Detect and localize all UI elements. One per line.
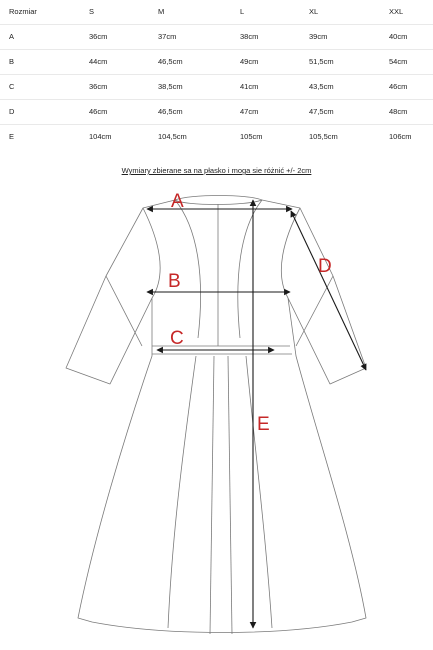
skirt-pleat-right	[246, 356, 272, 628]
header-cell: Rozmiar	[9, 7, 37, 16]
row-label: E	[9, 132, 15, 141]
header-cell: S	[89, 7, 95, 16]
table-row	[0, 50, 433, 75]
table-cell: 48cm	[389, 107, 408, 116]
measurement-label-c: C	[170, 328, 184, 349]
table-cell: 47,5cm	[309, 107, 334, 116]
seam-right-armhole	[281, 208, 300, 298]
table-cell: 38cm	[240, 32, 259, 41]
table-row	[0, 100, 433, 125]
measurement-label-d: D	[318, 256, 332, 277]
table-cell: 36cm	[89, 82, 108, 91]
table-cell: 105cm	[240, 132, 263, 141]
sleeve-crease-left	[106, 276, 142, 346]
skirt-pleat-center-right	[228, 356, 232, 634]
table-cell: 47cm	[240, 107, 259, 116]
sleeve-crease-right	[296, 276, 333, 346]
row-label: B	[9, 57, 15, 66]
size-chart-header-row	[0, 0, 433, 25]
row-label: C	[9, 82, 15, 91]
table-cell: 36cm	[89, 32, 108, 41]
header-cell: M	[158, 7, 165, 16]
dress-measurement-diagram	[0, 178, 433, 650]
table-cell: 37cm	[158, 32, 177, 41]
table-cell: 38,5cm	[158, 82, 183, 91]
table-row	[0, 25, 433, 50]
neckline-back	[175, 196, 262, 201]
table-cell: 106cm	[389, 132, 412, 141]
table-row	[0, 75, 433, 100]
measurement-label-b: B	[168, 271, 181, 292]
seam-left-front	[175, 200, 201, 338]
table-cell: 46cm	[89, 107, 108, 116]
table-cell: 54cm	[389, 57, 408, 66]
seam-right-front	[238, 200, 262, 338]
table-cell: 104cm	[89, 132, 112, 141]
table-cell: 105,5cm	[309, 132, 338, 141]
row-label: A	[9, 32, 15, 41]
measurement-label-e: E	[257, 414, 270, 435]
header-cell: L	[240, 7, 245, 16]
table-cell: 46,5cm	[158, 57, 183, 66]
row-label: D	[9, 107, 15, 116]
header-cell: XL	[309, 7, 319, 16]
table-cell: 49cm	[240, 57, 259, 66]
measurement-note: Wymiary zbierane sa na płasko i moga sie różnić +/- 2cm	[121, 166, 312, 175]
table-cell: 39cm	[309, 32, 328, 41]
table-cell: 46cm	[389, 82, 408, 91]
size-chart-table	[0, 0, 433, 149]
table-cell: 44cm	[89, 57, 108, 66]
skirt-pleat-left	[168, 356, 196, 628]
skirt-pleat-center-left	[210, 356, 214, 634]
table-cell: 41cm	[240, 82, 259, 91]
table-cell: 51,5cm	[309, 57, 334, 66]
header-cell: XXL	[389, 7, 404, 16]
table-cell: 104,5cm	[158, 132, 187, 141]
table-cell: 46,5cm	[158, 107, 183, 116]
table-row	[0, 125, 433, 149]
table-cell: 43,5cm	[309, 82, 334, 91]
measurement-label-a: A	[171, 191, 184, 212]
table-cell: 40cm	[389, 32, 408, 41]
measurement-arrow-d	[291, 211, 366, 370]
seam-left-armhole	[143, 208, 160, 298]
measurement-labels	[168, 191, 332, 435]
